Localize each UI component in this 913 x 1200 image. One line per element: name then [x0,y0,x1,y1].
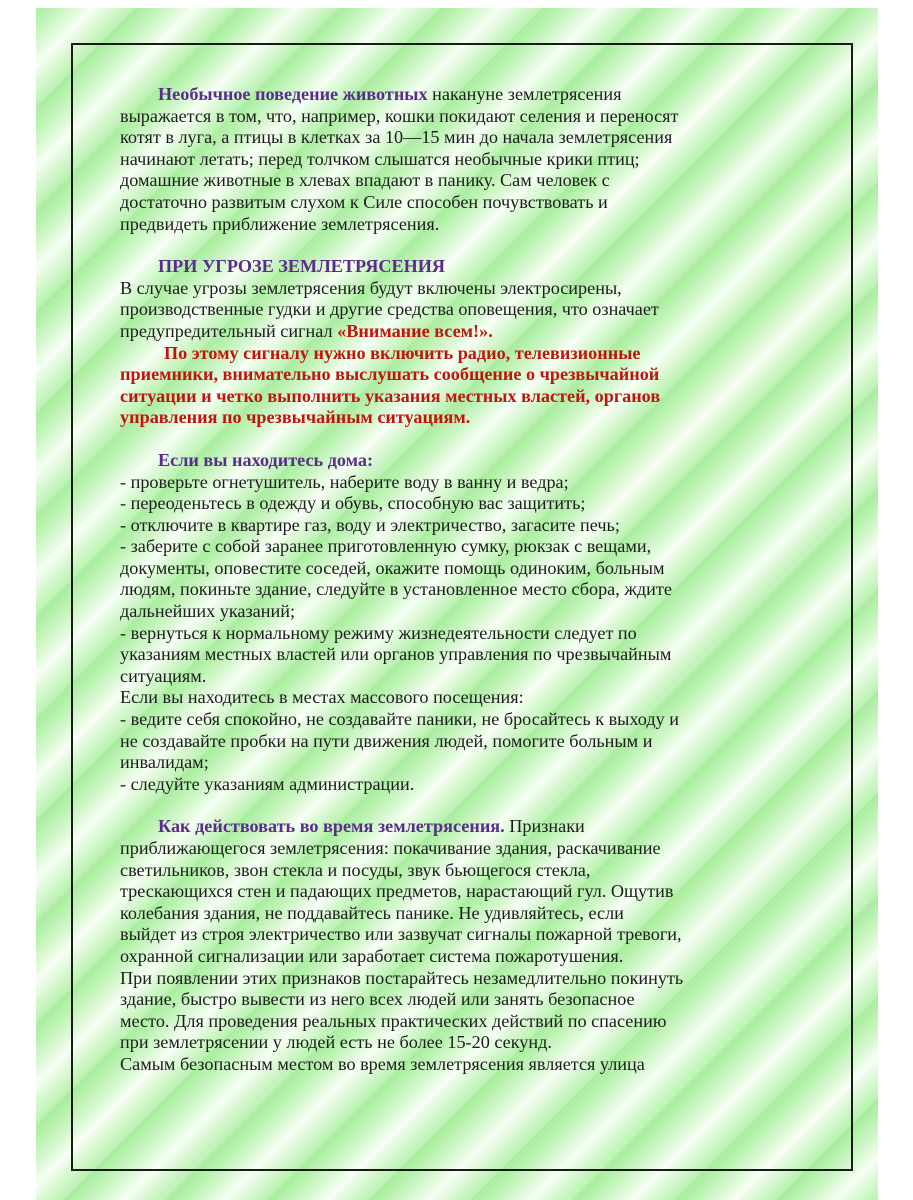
red-instruction-line: По этому сигналу нужно включить радио, телевизионные [164,342,641,363]
text-line: колебания здания, не поддавайтесь панике. Не удивляйтесь, если [120,902,624,923]
text-line: достаточно развитым слухом к Силе способен почувствовать и [120,191,608,212]
list-item: дальнейших указаний; [120,601,296,622]
text-line: приближающегося землетрясения: покачивание здания, раскачивание [120,838,661,858]
section-animal-behavior [120,84,820,235]
text-line: при землетрясении у людей есть не более 15-20 секунд. [120,1032,552,1053]
document-content [120,84,820,1076]
earthquake-threat-heading: ПРИ УГРОЗЕ ЗЕМЛЕТРЯСЕНИЯ [158,256,446,277]
text-line: начинают летать; перед толчком слышатся необычные крики птиц; [120,148,640,169]
section-at-home [120,450,820,796]
list-item: - проверьте огнетушитель, наберите воду в ванну и ведра; [120,471,569,492]
section-earthquake-threat [120,256,820,429]
paragraph-text: Признаки [504,816,585,837]
text-line: трескающихся стен и падающих предметов, нарастающий гул. Ощутив [120,881,674,902]
public-places-heading: Если вы находитесь в местах массового посещения: [120,687,524,708]
at-home-heading-line [120,450,820,472]
list-item: - ведите себя спокойно, не создавайте паники, не бросайтесь к выходу и [120,709,679,730]
text-line: предвидеть приближение землетрясения. [120,213,440,234]
text-line: В случае угрозы землетрясения будут включены электросирены, [120,277,622,298]
text-line: производственные гудки и другие средства оповещения, что означает [120,299,659,320]
text-line: Самым безопасным местом во время землетрясения является улица [120,1053,645,1074]
text-line: место. Для проведения реальных практических действий по спасению [120,1010,667,1031]
attention-all-signal: «Внимание всем!». [337,320,493,341]
list-item: - следуйте указаниям администрации. [120,773,415,794]
red-instruction-line: приемники, внимательно выслушать сообщение о чрезвычайной [120,364,660,385]
text-line: здание, быстро вывести из него всех людей или занять безопасное [120,989,635,1010]
text-line: выражается в том, что, например, кошки покидают селения и переносят [120,105,679,126]
paragraph-first-line [120,84,820,106]
text-line: котят в луга, а птицы в клетках за 10—15 мин до начала землетрясения [120,127,673,148]
red-instruction-line: управления по чрезвычайным ситуациям. [120,407,471,428]
list-item: указаниям местных властей или органов управления по чрезвычайным [120,644,672,665]
list-item: - заберите с собой заранее приготовленную сумку, рюкзак с вещами, [120,536,652,557]
list-item: - вернуться к нормальному режиму жизнедеятельности следует по [120,622,637,643]
paragraph-text: накануне землетрясения [427,84,622,104]
list-item: документы, оповестите соседей, окажите помощь одиноким, больным [120,557,665,578]
text-line: При появлении этих признаков постарайтесь незамедлительно покинуть [120,967,684,988]
red-instruction-line: ситуации и четко выполнить указания местных властей, органов [120,385,661,406]
text-line: выйдет из строя электричество или зазвучат сигналы пожарной тревоги, [120,924,682,945]
text-line: охранной сигнализации или заработает система пожаротушения. [120,945,624,966]
during-earthquake-heading: Как действовать во время землетрясения. [158,816,505,837]
list-item: - переоденьтесь в одежду и обувь, способную вас защитить; [120,493,586,514]
earthquake-threat-heading-line [120,256,820,278]
during-earthquake-heading-line [120,816,820,838]
text-line: домашние животные в хлевах впадают в панику. Сам человек с [120,170,610,191]
animal-behavior-heading: Необычное поведение животных [158,84,428,104]
section-during-earthquake [120,816,820,1075]
list-item: ситуациям. [120,665,207,686]
list-item: не создавайте пробки на пути движения людей, помогите больным и [120,730,653,751]
signal-line [120,321,820,343]
list-item: людям, покиньте здание, следуйте в установленное место сбора, ждите [120,579,672,600]
text-line: светильников, звон стекла и посуды, звук бьющегося стекла, [120,859,591,880]
list-item: инвалидам; [120,752,209,773]
list-item: - отключите в квартире газ, воду и электричество, загасите печь; [120,514,620,535]
at-home-heading: Если вы находитесь дома: [158,449,374,470]
signal-prefix: предупредительный сигнал [120,320,338,341]
